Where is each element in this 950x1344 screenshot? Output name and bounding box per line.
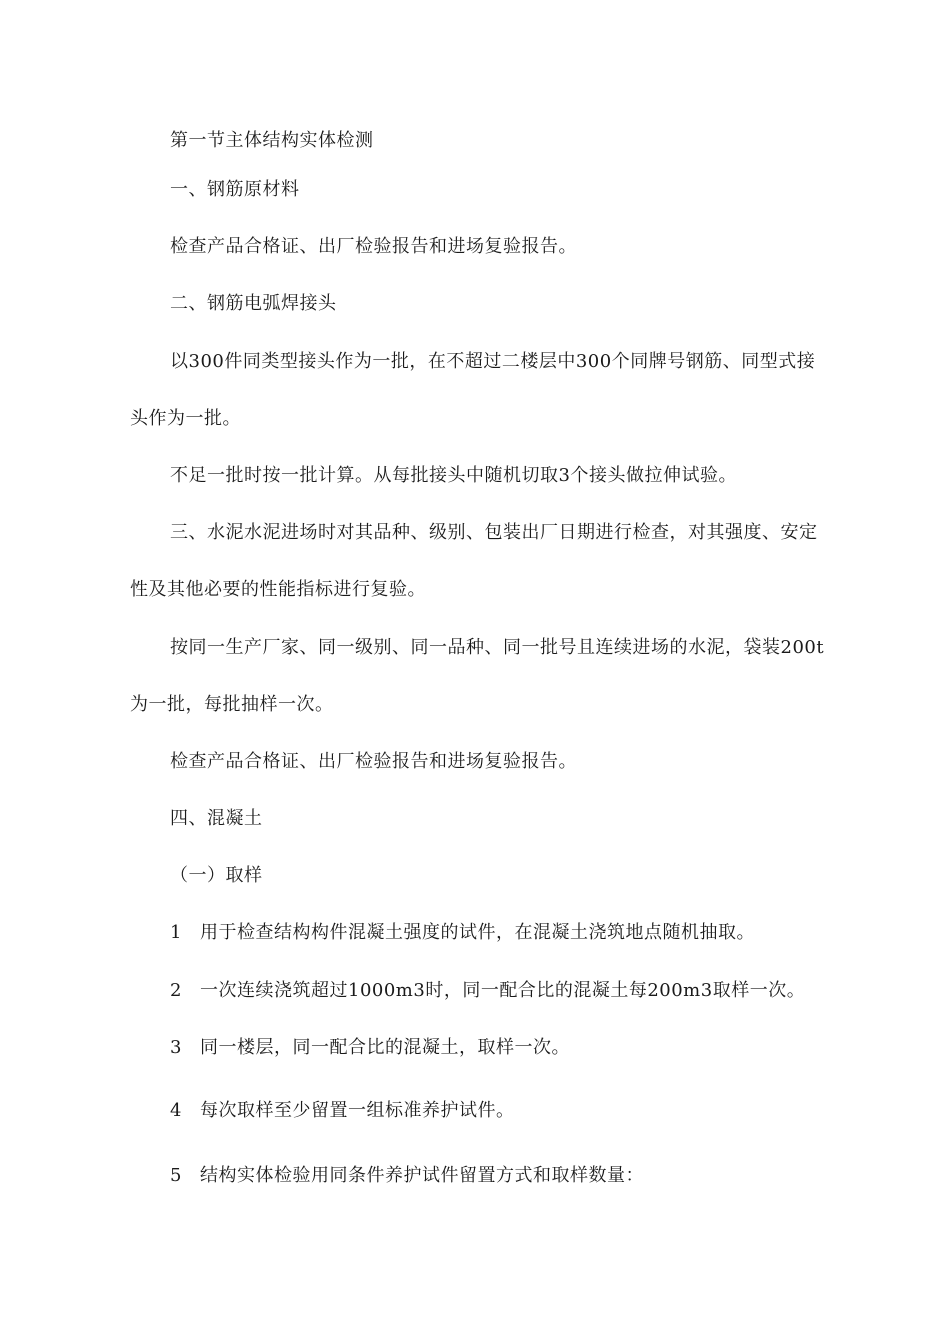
paragraph-cement-inspection: 检查产品合格证、出厂检验报告和进场复验报告。: [170, 751, 577, 772]
list-item-text: 结构实体检验用同条件养护试件留置方式和取样数量：: [200, 1165, 644, 1186]
heading-concrete: 四、混凝土: [170, 808, 263, 829]
list-item-text: 同一楼层，同一配合比的混凝土，取样一次。: [200, 1037, 570, 1058]
heading-rebar-raw-material: 一、钢筋原材料: [170, 179, 300, 200]
list-item: [170, 979, 805, 1003]
list-item-number: 5: [170, 1165, 182, 1186]
paragraph-rebar-inspection: 检查产品合格证、出厂检验报告和进场复验报告。: [170, 236, 577, 257]
list-item-text: 每次取样至少留置一组标准养护试件。: [200, 1100, 515, 1121]
list-item: [170, 1164, 644, 1188]
list-item: [170, 1036, 570, 1060]
section-title: 第一节主体结构实体检测: [170, 130, 374, 151]
list-item-text: 用于检查结构构件混凝土强度的试件，在混凝土浇筑地点随机抽取。: [200, 922, 755, 943]
subheading-sampling: （一）取样: [170, 865, 263, 886]
list-item-number: 4: [170, 1100, 182, 1121]
list-item: [170, 1099, 515, 1123]
paragraph-cement-line1: 三、水泥水泥进场时对其品种、级别、包装出厂日期进行检查，对其强度、安定: [170, 522, 818, 543]
list-item-number: 2: [170, 980, 182, 1001]
paragraph-weld-batch-line1: 以300件同类型接头作为一批，在不超过二楼层中300个同牌号钢筋、同型式接: [170, 351, 816, 372]
paragraph-weld-batch-line2: 头作为一批。: [130, 408, 241, 429]
paragraph-cement-line2: 性及其他必要的性能指标进行复验。: [130, 579, 426, 600]
list-item-number: 1: [170, 922, 182, 943]
list-item: [170, 921, 755, 945]
list-item-number: 3: [170, 1037, 182, 1058]
list-item-text: 一次连续浇筑超过1000m3时，同一配合比的混凝土每200m3取样一次。: [200, 980, 806, 1001]
heading-arc-weld-joint: 二、钢筋电弧焊接头: [170, 293, 337, 314]
paragraph-cement-batch-line1: 按同一生产厂家、同一级别、同一品种、同一批号且连续进场的水泥，袋装200t: [170, 637, 825, 658]
paragraph-cement-batch-line2: 为一批，每批抽样一次。: [130, 694, 334, 715]
paragraph-weld-sampling: 不足一批时按一批计算。从每批接头中随机切取3个接头做拉伸试验。: [170, 465, 737, 486]
